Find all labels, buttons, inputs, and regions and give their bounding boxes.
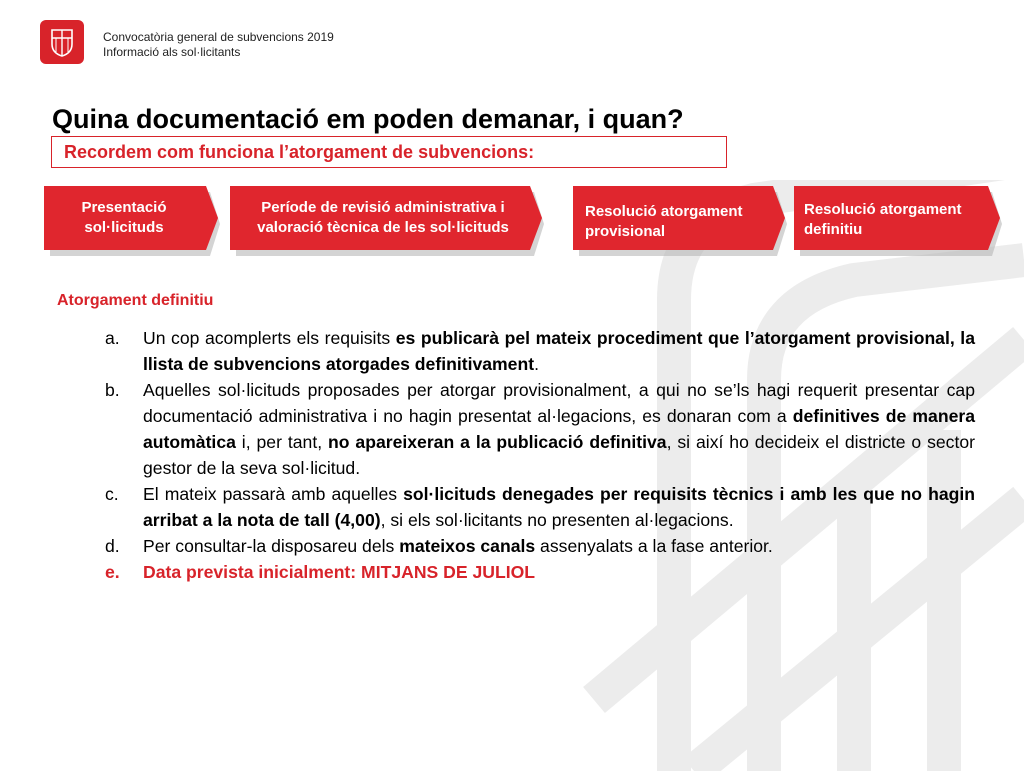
text-run: Per consultar-la disposareu dels bbox=[143, 536, 400, 556]
bold-text: sol·licituds denegades per requisits tècnics i amb les que no hagin arribat a la nota de tall (4,00) bbox=[143, 484, 975, 530]
step-label-line1: Període de revisió administrativa i bbox=[261, 199, 505, 216]
step-label-line1: Presentació bbox=[81, 199, 167, 216]
text-run: Un cop acomplerts els requisits bbox=[143, 328, 396, 348]
step-label-line2: definitiu bbox=[804, 221, 863, 238]
step-resolucio-definitiu bbox=[794, 186, 1008, 262]
subtitle: Recordem com funciona l’atorgament de subvencions: bbox=[64, 142, 535, 162]
header bbox=[103, 30, 334, 60]
list-item bbox=[105, 533, 975, 559]
step-revisio bbox=[230, 186, 550, 262]
list-marker: d. bbox=[105, 536, 120, 556]
list-item bbox=[105, 559, 975, 585]
step-label-line1: Resolució atorgament bbox=[585, 203, 743, 220]
list-item bbox=[105, 325, 975, 377]
text-run: Aquelles sol·licituds proposades per atorgar provisionalment, a qui no se’ls hagi requerit presentar cap documentació administrativa i no hagin presentat al·legacions, es donaran com a bbox=[143, 380, 975, 426]
list-item bbox=[105, 481, 975, 533]
step-label-line2: provisional bbox=[585, 223, 666, 240]
text-run: El mateix passarà amb aquelles bbox=[143, 484, 404, 504]
barcelona-logo-icon bbox=[40, 20, 84, 64]
section-heading: Atorgament definitiu bbox=[57, 292, 214, 309]
text-run: i, per tant, bbox=[235, 432, 329, 452]
step-resolucio-provisional bbox=[573, 186, 793, 262]
header-line-2: Informació als sol·licitants bbox=[103, 45, 241, 59]
step-presentacio bbox=[44, 186, 224, 262]
process-steps bbox=[0, 184, 1024, 264]
step-label-line2: sol·licituds bbox=[84, 219, 164, 236]
list-marker: c. bbox=[105, 484, 119, 504]
list-item bbox=[105, 377, 975, 481]
text-run: , si els sol·licitants no presenten al·legacions. bbox=[380, 510, 734, 530]
items-list bbox=[105, 325, 975, 585]
bold-text: definitives de manera automàtica bbox=[143, 406, 975, 452]
list-marker: a. bbox=[105, 328, 120, 348]
text-run: assenyalats a la fase anterior. bbox=[535, 536, 773, 556]
page-title: Quina documentació em poden demanar, i quan? bbox=[52, 104, 684, 134]
list-marker: e. bbox=[105, 562, 120, 582]
header-line-1: Convocatòria general de subvencions 2019 bbox=[103, 30, 334, 44]
bold-text: mateixos canals bbox=[399, 536, 536, 556]
text-run: . bbox=[534, 354, 539, 374]
subtitle-box bbox=[51, 136, 727, 168]
bold-text: Data prevista inicialment: MITJANS DE JULIOL bbox=[143, 562, 536, 582]
step-label-line2: valoració tècnica de les sol·licituds bbox=[257, 219, 509, 236]
bold-text: no apareixeran a la publicació definitiva bbox=[328, 432, 667, 452]
step-label-line1: Resolució atorgament bbox=[804, 201, 962, 218]
text-run: , si així ho decideix el districte o sector gestor de la seva sol·licitud. bbox=[143, 432, 976, 478]
bold-text: es publicarà pel mateix procediment que l’atorgament provisional, la llista de subvencions atorgades definitivament bbox=[143, 328, 975, 374]
list-marker: b. bbox=[105, 380, 120, 400]
